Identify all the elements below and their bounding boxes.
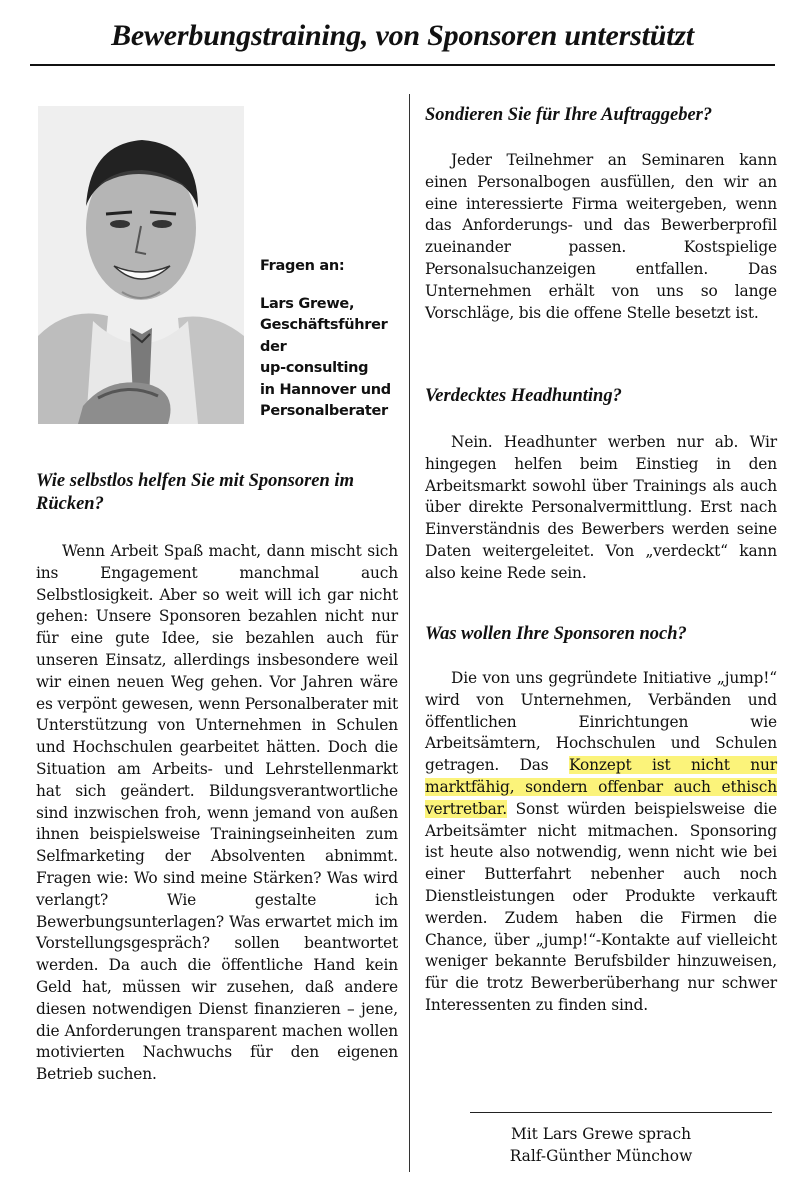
caption-name: Lars Grewe, bbox=[260, 295, 355, 312]
signature-rule bbox=[470, 1112, 772, 1113]
section-body: Wenn Arbeit Spaß macht, dann mischt sich ins Engagement manchmal auch Selbstlosigkeit. Aber so weit will ich gar nicht gehen: Unsere Sponsoren bezahlen nicht nur für eine gute Idee, sie bezahlen auch für unseren Einsatz, allerdings insbesondere weil wir einen neuen Weg gehen. Vor Jahren wäre es verpönt gewesen, wenn Personalberater mit Unterstützung von Unternehmen in Schulen und Hochschulen gearbeitet hätten. Doch die Situation am Arbeits- und Lehrstellenmarkt hat sich geändert. Bildungsverantwortliche sind inzwischen froh, wenn jemand von außen ihnen beispielsweise Trainingseinheiten zum Selfmarketing der Absolventen abnimmt. Fragen wie: Wo sind meine Stärken? Was wird verlangt? Wie gestalte ich Bewerbungsunterlagen? Was erwartet mich im Vorstellungsgespräch? sollen beantwortet werden. Da auch die öffentliche Hand kein Geld hat, müssen wir zusehen, daß andere diesen notwendigen Dienst finanzieren – jene, die Anforderungen transparent machen wollen motivierten Nachwuchs für den eigenen Betrieb suchen. bbox=[36, 542, 398, 1084]
section-body: Nein. Headhunter werben nur ab. Wir hingegen helfen beim Einstieg in den Arbeitsmarkt sowohl über Trainings als auch über direkte Personalvermittlung. Erst nach Einverständnis des Bewerbers werden seine Daten weitergeleitet. Von „verdeckt“ kann also keine Rede sein. bbox=[425, 433, 777, 582]
caption-role-line: Personalberater bbox=[260, 403, 388, 419]
section-heading: Was wollen Ihre Sponsoren noch? bbox=[425, 624, 687, 644]
body-text-run: Sonst würden beispielsweise die Arbeitsämter nicht mitmachen. Sponsoring ist heute also notwendig, wenn nicht wie bei einer Butterfahrt nebenher auch noch Dienstleistungen oder Produkte verkauft werden. Zudem haben die Firmen die Chance, über „jump!“-Kontakte auf vielleicht weniger bekannte Berufsbilder hinzuweisen, für die trotz Bewerberüberhang nur schwer Interessenten zu finden sind. bbox=[425, 799, 777, 1014]
signature-line: Mit Lars Grewe sprach bbox=[510, 1125, 692, 1143]
caption-role-line: Geschäftsführer bbox=[260, 317, 388, 333]
photo-caption bbox=[260, 256, 406, 423]
highlighted-text: Konzept ist nicht nur marktfähig, sondern offenbar auch ethisch vertretbar. bbox=[425, 756, 777, 818]
body-text-run: Die von uns gegründete Initiative „jump!“ wird von Unternehmen, Verbänden und öffentlichen Einrichtungen wie Arbeitsämtern, Hochschulen und Schulen getragen. Das bbox=[425, 669, 777, 775]
section-heading: Verdecktes Headhunting? bbox=[425, 386, 622, 406]
article-title: Bewerbungstraining, von Sponsoren unterstützt bbox=[111, 19, 694, 52]
signature bbox=[430, 1124, 772, 1168]
section-body bbox=[425, 668, 777, 1017]
caption-role-line: in Hannover und bbox=[260, 381, 391, 398]
section-body: Jeder Teilnehmer an Seminaren kann einen Personalbogen ausfüllen, den wir an eine interessierte Firma weitergeben, wenn das Anforderungs- und das Bewerberprofil zueinander passen. Kostspielige Personalsuchanzeigen entfallen. Das Unternehmen erhält von uns so lange Vorschläge, bis die offene Stelle besetzt ist. bbox=[425, 151, 777, 322]
column-divider bbox=[409, 94, 410, 1172]
caption-role-line: up-consulting bbox=[260, 360, 369, 376]
caption-intro: Fragen an: bbox=[260, 258, 345, 274]
portrait-photo bbox=[38, 106, 244, 424]
signature-line: Ralf-Günther Münchow bbox=[509, 1146, 693, 1165]
title-rule bbox=[30, 64, 775, 66]
section-heading: Sondieren Sie für Ihre Auftraggeber? bbox=[425, 105, 713, 125]
section-heading: Wie selbstlos helfen Sie mit Sponsoren im Rücken? bbox=[36, 471, 354, 514]
caption-role-line: der bbox=[260, 338, 287, 355]
